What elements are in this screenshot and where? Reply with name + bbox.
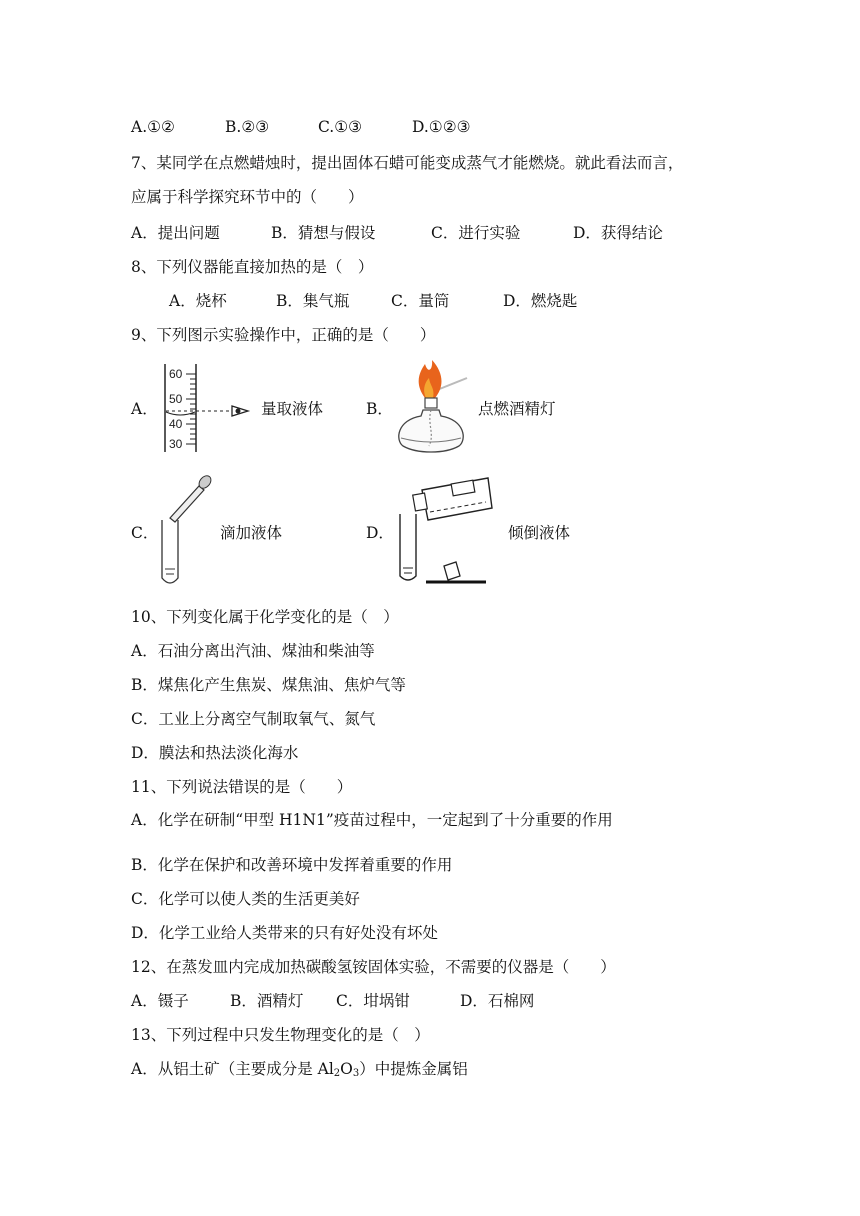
q9-d-letter: D．	[366, 524, 394, 542]
q13-sub-3: 3	[352, 1068, 360, 1079]
q11-option-d: D．化学工业给人类带来的只有好处没有坏处	[131, 924, 438, 942]
tick-40: 40	[169, 417, 183, 431]
q6-option-a: A.①②	[131, 118, 175, 136]
q9-a-letter: A．	[131, 400, 158, 418]
q12-option-a: A．镊子	[131, 992, 189, 1010]
q9-d-caption: 倾倒液体	[508, 524, 571, 542]
q9-b-caption: 点燃酒精灯	[478, 400, 556, 418]
q8-stem: 8、下列仪器能直接加热的是（ ）	[131, 258, 374, 276]
q12-stem: 12、在蒸发皿内完成加热碳酸氢铵固体实验，不需要的仪器是（ ）	[131, 958, 616, 976]
q8-option-c: C．量筒	[391, 292, 450, 310]
tick-30: 30	[169, 437, 183, 451]
q7-option-d: D．获得结论	[573, 224, 663, 242]
q13-option-a	[131, 1058, 468, 1085]
q13-oxygen: O	[340, 1060, 353, 1078]
q11-option-a: A．化学在研制“甲型 H1N1”疫苗过程中，一定起到了十分重要的作用	[131, 811, 613, 829]
dropper-test-tube-figure	[155, 474, 215, 588]
q12-option-b: B．酒精灯	[230, 992, 304, 1010]
q10-option-d: D．膜法和热法淡化海水	[131, 744, 299, 762]
alcohol-lamp-figure	[395, 360, 473, 456]
q13-option-a-prefix: A．从铝土矿（主要成分是 Al	[131, 1060, 334, 1078]
q9-a-caption: 量取液体	[261, 400, 324, 418]
stopper-icon	[444, 562, 460, 580]
q8-option-a: A．烧杯	[169, 292, 227, 310]
dropper-icon	[170, 486, 204, 522]
q6-option-b: B.②③	[225, 118, 270, 136]
q11-option-b: B．化学在保护和改善环境中发挥着重要的作用	[131, 856, 453, 874]
q10-option-b: B．煤焦化产生焦炭、煤焦油、焦炉气等	[131, 676, 406, 694]
q8-option-b: B．集气瓶	[276, 292, 350, 310]
q9-stem: 9、下列图示实验操作中，正确的是（ ）	[131, 326, 436, 344]
q9-b-letter: B．	[366, 400, 393, 418]
q7-stem-line2: 应属于科学探究环节中的（ ）	[131, 188, 364, 206]
q9-c-letter: C．	[131, 524, 159, 542]
q13-sub-2: 2	[333, 1068, 341, 1079]
q7-option-b: B．猜想与假设	[271, 224, 376, 242]
q10-option-c: C．工业上分离空气制取氧气、氮气	[131, 710, 376, 728]
q7-option-c: C．进行实验	[431, 224, 521, 242]
q9-c-caption: 滴加液体	[220, 524, 283, 542]
graduated-cylinder-figure	[158, 362, 258, 456]
q6-option-c: C.①③	[318, 118, 363, 136]
q6-option-d: D.①②③	[412, 118, 471, 136]
q12-option-d: D．石棉网	[460, 992, 535, 1010]
q10-stem: 10、下列变化属于化学变化的是（ ）	[131, 608, 399, 626]
q11-option-c: C．化学可以使人类的生活更美好	[131, 890, 360, 908]
tick-60: 60	[169, 367, 183, 381]
q13-option-a-suffix: ）中提炼金属铝	[359, 1060, 468, 1078]
pouring-liquid-figure	[392, 470, 496, 588]
tick-50: 50	[169, 392, 183, 406]
q13-stem: 13、下列过程中只发生物理变化的是（ ）	[131, 1026, 430, 1044]
q7-option-a: A．提出问题	[131, 224, 220, 242]
q8-option-d: D．燃烧匙	[503, 292, 578, 310]
q12-option-c: C．坩埚钳	[336, 992, 410, 1010]
q11-stem: 11、下列说法错误的是（ ）	[131, 778, 353, 796]
q7-stem-line1: 7、某同学在点燃蜡烛时，提出固体石蜡可能变成蒸气才能燃烧。就此看法而言，	[131, 154, 684, 172]
q10-option-a: A．石油分离出汽油、煤油和柴油等	[131, 642, 375, 660]
